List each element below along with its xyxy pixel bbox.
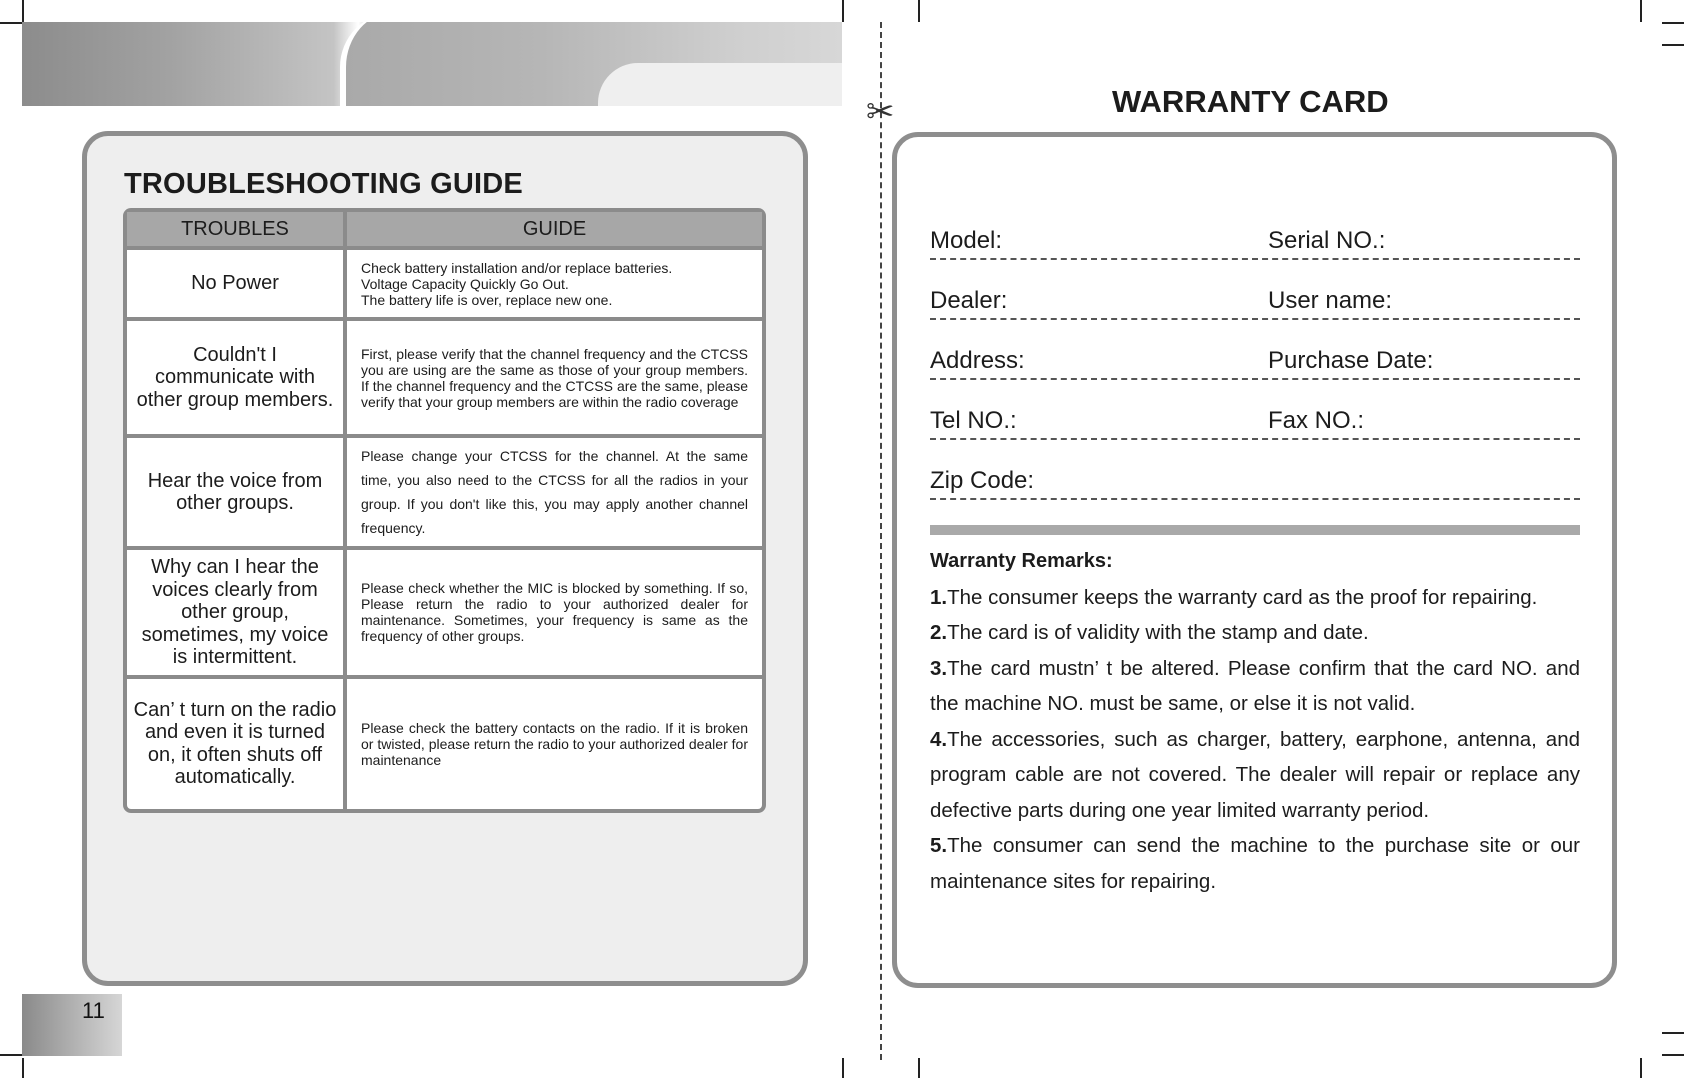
header-tab [598, 63, 842, 106]
trouble-cell: Couldn't I communicate with other group members. [127, 321, 347, 438]
remark-text: The consumer can send the machine to the purchase site or our maintenance sites for repairing. [930, 834, 1580, 893]
remark-item [930, 722, 1580, 829]
troubleshooting-table [123, 208, 766, 813]
zip-label: Zip Code: [930, 467, 1035, 494]
fax-label: Fax NO.: [1268, 407, 1365, 434]
crop-mark [1662, 44, 1684, 46]
crop-mark [22, 1058, 24, 1078]
serial-label: Serial NO.: [1268, 227, 1386, 254]
header-band [22, 22, 842, 106]
field-row-model [930, 222, 1580, 260]
field-row-dealer [930, 282, 1580, 320]
header-troubles: TROUBLES [127, 212, 347, 250]
table-row [127, 679, 762, 809]
scissors-icon: ✂ [866, 93, 895, 131]
dealer-label: Dealer: [930, 287, 1008, 314]
warranty-title: WARRANTY CARD [1112, 84, 1389, 119]
field-row-address [930, 342, 1580, 380]
remark-item [930, 615, 1580, 651]
remarks-title: Warranty Remarks: [930, 550, 1113, 572]
remark-number: 4. [930, 727, 948, 751]
warranty-remarks [930, 544, 1580, 899]
header-guide: GUIDE [347, 212, 762, 250]
cut-line [880, 22, 882, 1060]
model-label: Model: [930, 227, 1003, 254]
remark-number: 3. [930, 656, 948, 680]
guide-cell: First, please verify that the channel frequency and the CTCSS you are using are the same as those of your group members. If the channel frequency and the CTCSS are the same, please verify that your group members are within the radio coverage [347, 321, 762, 438]
crop-mark [1662, 1032, 1684, 1034]
page-number-tab [22, 994, 122, 1056]
trouble-cell: Hear the voice from other groups. [127, 438, 347, 550]
trouble-cell: Why can I hear the voices clearly from other group, sometimes, my voice is intermittent. [127, 550, 347, 679]
page-number: 11 [82, 998, 105, 1023]
remark-number: 1. [930, 585, 948, 609]
remark-item [930, 580, 1580, 616]
table-row [127, 550, 762, 679]
guide-cell: Please change your CTCSS for the channel. At the same time, you also need to the CTCSS for all the radios in your group. If you don't like this, you may apply another channel frequency. [347, 438, 762, 550]
crop-mark [918, 1058, 920, 1078]
crop-mark [1640, 1058, 1642, 1078]
remark-number: 5. [930, 834, 948, 857]
table-row [127, 250, 762, 321]
table-header-row [127, 212, 762, 250]
crop-mark [842, 1058, 844, 1078]
remark-text: The card is of validity with the stamp and date. [947, 621, 1369, 644]
remark-item [930, 828, 1580, 899]
purchase-date-label: Purchase Date: [1268, 347, 1434, 374]
table-row [127, 438, 762, 550]
field-row-tel [930, 402, 1580, 440]
remark-text: The consumer keeps the warranty card as the proof for repairing. [947, 585, 1538, 609]
divider-bar [930, 525, 1580, 535]
crop-mark [842, 0, 844, 22]
trouble-cell: Can’ t turn on the radio and even it is turned on, it often shuts off automatically. [127, 679, 347, 809]
crop-mark [0, 22, 22, 24]
field-row-zip [930, 462, 1580, 500]
crop-mark [22, 0, 24, 22]
crop-mark [1640, 0, 1642, 22]
guide-cell: Please check whether the MIC is blocked by something. If so, Please return the radio to your authorized dealer for maintenance. Sometimes, your frequency is same as the frequency of other groups. [347, 550, 762, 679]
user-name-label: User name: [1268, 287, 1393, 314]
address-label: Address: [930, 347, 1025, 374]
crop-mark [918, 0, 920, 22]
remark-number: 2. [930, 621, 948, 644]
crop-mark [1662, 1054, 1684, 1056]
table-row [127, 321, 762, 438]
crop-mark [0, 1054, 22, 1056]
guide-cell: Please check the battery contacts on the radio. If it is broken or twisted, please return the radio to your authorized dealer for maintenance [361, 719, 748, 768]
crop-mark [1662, 22, 1684, 24]
remark-text: The accessories, such as charger, battery, earphone, antenna, and program cable are not covered. The dealer will repair or replace any defective parts during one year limited warranty period. [930, 727, 1580, 822]
tel-label: Tel NO.: [930, 407, 1017, 434]
troubleshooting-title: TROUBLESHOOTING GUIDE [124, 168, 523, 200]
guide-cell: Check battery installation and/or replace batteries. Voltage Capacity Quickly Go Out. The battery life is over, replace new one. [347, 250, 762, 321]
remark-item [930, 651, 1580, 722]
trouble-cell: No Power [127, 250, 347, 321]
remark-text: The card mustn’ t be altered. Please confirm that the card NO. and the machine NO. must be same, or else it is not valid. [930, 656, 1580, 715]
